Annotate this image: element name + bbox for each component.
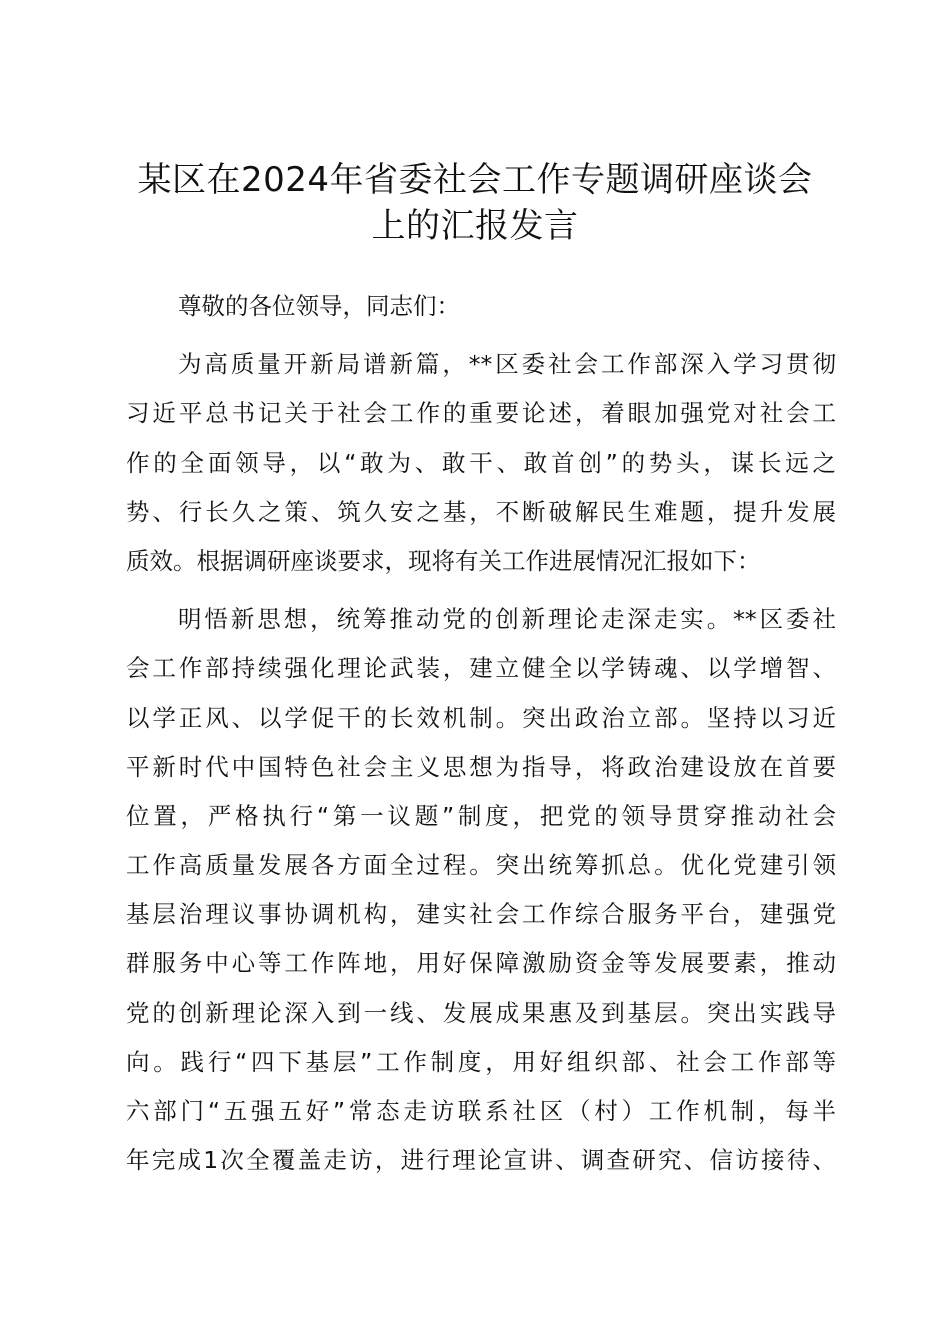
paragraph-2-line: 工作高质量发展各方面全过程。突出统筹抓总。优化党建引领 — [126, 851, 836, 880]
paragraph-2-line: 年完成1次全覆盖走访，进行理论宣讲、调查研究、信访接待、 — [126, 1146, 836, 1175]
paragraph-2-line: 群服务中心等工作阵地，用好保障激励资金等发展要素，推动 — [126, 949, 836, 978]
paragraph-2-line: 基层治理议事协调机构，建实社会工作综合服务平台，建强党 — [126, 900, 836, 929]
paragraph-2-line: 会工作部持续强化理论武装，建立健全以学铸魂、以学增智、 — [126, 654, 836, 683]
paragraph-2-line: 明悟新思想，统筹推动党的创新理论走深走实。**区委社 — [178, 605, 836, 634]
paragraph-2-line: 位置，严格执行“第一议题”制度，把党的领导贯穿推动社会 — [126, 801, 836, 830]
document-body — [126, 282, 836, 1185]
paragraph-1-line: 为高质量开新局谱新篇，**区委社会工作部深入学习贯彻 — [178, 350, 836, 379]
paragraph-2-line: 平新时代中国特色社会主义思想为指导，将政治建设放在首要 — [126, 752, 836, 781]
document-title — [100, 157, 850, 249]
paragraph-2-line: 六部门“五强五好”常态走访联系社区（村）工作机制，每半 — [126, 1097, 836, 1125]
paragraph-1-line: 质效。根据调研座谈要求，现将有关工作进展情况汇报如下： — [126, 546, 761, 575]
paragraph-2-line: 以学正风、以学促干的长效机制。突出政治立部。坚持以习近 — [126, 703, 836, 732]
salutation: 尊敬的各位领导，同志们： — [178, 292, 460, 320]
paragraph-2-line: 党的创新理论深入到一线、发展成果惠及到基层。突出实践导 — [126, 998, 836, 1027]
paragraph-2-line: 向。践行“四下基层”工作制度，用好组织部、社会工作部等 — [126, 1047, 836, 1076]
paragraph-1-line: 势、行长久之策、筑久安之基，不断破解民生难题，提升发展 — [126, 497, 836, 526]
paragraph-1-line: 作的全面领导，以“敢为、敢干、敢首创”的势头，谋长远之 — [126, 448, 836, 477]
paragraph-2 — [126, 595, 836, 1185]
title-line-1: 某区在2024年省委社会工作专题调研座谈会 — [137, 160, 813, 200]
paragraph-1 — [126, 340, 836, 586]
paragraph-1-line: 习近平总书记关于社会工作的重要论述，着眼加强党对社会工 — [126, 399, 836, 428]
title-line-2: 上的汇报发言 — [371, 206, 579, 246]
